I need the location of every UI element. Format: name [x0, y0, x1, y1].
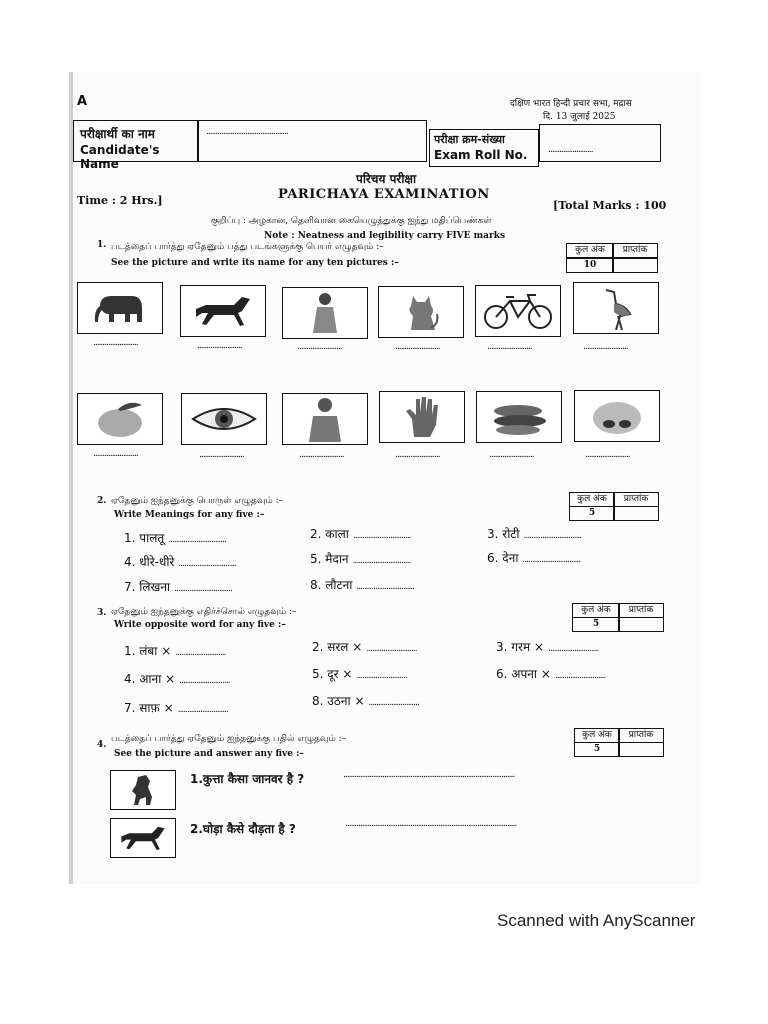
q4-instruction-english: See the picture and answer any five :– [114, 749, 304, 759]
q3-answer-line[interactable]: ........................... [368, 698, 419, 708]
q4-question-1: 1.कुत्ता कैसा जानवर है ? [190, 772, 305, 786]
q3-item-6: 6. अपना × ........................... [496, 667, 606, 681]
q2-item-7: 7. लिखना ............................... [124, 580, 232, 594]
q4-total-label: कुल अंक [574, 728, 620, 743]
q3-total-label: कुल अंक [572, 603, 620, 618]
scanner-watermark: Scanned with AnyScanner [497, 911, 696, 930]
q2-obtained-label: प्राप्तांक [613, 492, 659, 507]
picture-girl [282, 287, 368, 339]
q3-instruction-english: Write opposite word for any five :– [114, 620, 286, 630]
picture-dog [110, 770, 176, 810]
q2-item-4: 4. धीरे-धीरे ............................... [124, 555, 237, 569]
q1-answer-line[interactable]: ........................ [93, 338, 138, 348]
cross-icon: × [165, 672, 176, 686]
exam-time: Time : 2 Hrs.] [77, 194, 163, 207]
candidate-label-box [73, 120, 199, 171]
candidate-label-hindi: परीक्षार्थी का नाम [80, 127, 155, 141]
dog-icon [118, 773, 168, 807]
roll-label-hindi: परीक्षा क्रम-संख्या [434, 133, 505, 146]
old-woman-icon [305, 396, 345, 442]
q2-answer-line[interactable]: ............................... [178, 559, 237, 569]
q4-total-value: 5 [574, 742, 620, 757]
q1-answer-line[interactable]: ........................ [199, 450, 244, 460]
cross-icon: × [533, 640, 545, 654]
hand-icon [402, 395, 442, 439]
horse-icon [115, 822, 171, 854]
cross-icon: × [352, 640, 363, 654]
q3-number: 3. [97, 608, 107, 618]
q1-answer-line[interactable]: ........................ [395, 342, 440, 352]
organization-name: दक्षिण भारत हिन्दी प्रचार सभा, मद्रास [510, 99, 632, 109]
q1-instruction-english: See the picture and write its name for any ten pictures :– [111, 258, 399, 268]
q4-answer-line-1[interactable]: ............................................................................................ [343, 770, 515, 780]
q2-item-2: 2. काला ............................... [310, 527, 411, 541]
q1-answer-line[interactable]: ........................ [583, 342, 628, 352]
candidate-label-english: Candidate's Name [80, 143, 160, 171]
q3-answer-line[interactable]: ........................... [554, 671, 606, 681]
elephant-icon [90, 288, 150, 328]
q2-item-5: 5. मैदान ............................... [310, 552, 411, 566]
q2-answer-line[interactable]: ............................... [352, 556, 411, 566]
q3-item-4: 4. आना × ........................... [124, 672, 230, 686]
cross-icon: × [342, 667, 353, 681]
q2-answer-line[interactable]: ............................... [174, 584, 232, 594]
q1-answer-line[interactable]: ........................ [489, 450, 534, 460]
crane-bird-icon [596, 286, 636, 330]
q3-answer-line[interactable]: ........................... [356, 671, 407, 681]
picture-cat [378, 286, 464, 338]
q3-instruction-tamil: ஏதேனும் ஐந்தனுக்கு எதிர்ச்சொல் எழுதவும் :– [111, 607, 297, 617]
picture-mango [77, 393, 163, 445]
picture-old-woman [282, 393, 368, 445]
cross-icon: × [161, 644, 172, 658]
picture-crane-bird [573, 282, 659, 334]
q4-number: 4. [97, 740, 107, 750]
cross-icon: × [540, 667, 551, 681]
roll-label-english: Exam Roll No. [434, 148, 528, 162]
roll-label-box [429, 129, 539, 167]
q2-obtained-value[interactable] [613, 506, 659, 521]
q1-instruction-tamil: படத்தைப் பார்த்து ஏதேனும் பத்து படங்களுக்கு பெயர் எழுதவும் :– [111, 242, 384, 252]
cat-icon [401, 290, 441, 334]
series-letter: A [77, 94, 88, 109]
exam-paper [73, 72, 700, 884]
nose-icon [587, 394, 647, 438]
q3-total-value: 5 [572, 617, 620, 632]
mango-icon [90, 397, 150, 441]
picture-horse-2 [110, 818, 176, 858]
q3-item-1: 1. लंबा × ........................... [124, 644, 226, 658]
q3-answer-line[interactable]: ........................... [175, 648, 226, 658]
q2-instruction-tamil: ஏதேனும் ஐந்தனுக்கு பொருள் எழுதவும் :– [111, 496, 284, 506]
q3-item-3: 3. गरम × ........................... [496, 640, 599, 654]
q3-item-7: 7. साफ़ × ........................... [124, 701, 228, 715]
q3-answer-line[interactable]: ........................... [179, 676, 230, 686]
q1-answer-line[interactable]: ........................ [197, 341, 242, 351]
horse-icon [188, 291, 258, 331]
picture-eye [181, 393, 267, 445]
cross-icon: × [163, 701, 174, 715]
q3-obtained-value[interactable] [618, 617, 664, 632]
q4-answer-line-2[interactable]: ............................................................................................ [345, 819, 517, 829]
q2-instruction-english: Write Meanings for any five :– [114, 510, 265, 520]
q1-answer-line[interactable]: ........................ [585, 450, 630, 460]
q4-instruction-tamil: படத்தைப் பார்த்து ஏதேனும் ஐந்தனுக்கு பதில் எழுதவும் :– [111, 734, 347, 744]
cross-icon: × [354, 694, 365, 708]
exam-date: दि. 13 जुलाई 2025 [543, 112, 616, 122]
picture-fish [476, 391, 562, 443]
q2-answer-line[interactable]: ............................... [168, 535, 226, 545]
q3-answer-line[interactable]: ........................... [177, 705, 228, 715]
bicycle-icon [480, 291, 556, 331]
note-english: Note : Neatness and legibility carry FIVE marks [264, 231, 506, 241]
candidate-name-dots: ............................................ [206, 127, 288, 137]
q2-answer-line[interactable]: ............................... [523, 531, 582, 541]
q1-total-label: कुल अंक [566, 243, 614, 258]
q2-number: 2. [97, 496, 107, 506]
q3-item-8: 8. उठना × ........................... [312, 694, 419, 708]
q3-item-2: 2. सरल × ........................... [312, 640, 417, 654]
eye-icon [189, 401, 259, 437]
picture-elephant [77, 282, 163, 334]
exam-title-hindi: परिचय परीक्षा [356, 172, 417, 186]
q3-answer-line[interactable]: ........................... [366, 644, 417, 654]
q3-item-5: 5. दूर × ........................... [312, 667, 407, 681]
q2-total-label: कुल अंक [569, 492, 615, 507]
picture-hand [379, 391, 465, 443]
q1-answer-line[interactable]: ........................ [297, 342, 342, 352]
q2-answer-line[interactable]: ............................... [522, 555, 581, 565]
q2-answer-line[interactable]: ............................... [356, 582, 415, 592]
exam-title-english: PARICHAYA EXAMINATION [278, 187, 490, 202]
roll-number-field[interactable] [539, 124, 661, 162]
note-tamil: குறிப்பு : அழகான, தெளிவான கையெழுத்துக்கு ஐந்து மதிப்பெண்கள் [211, 216, 492, 226]
q3-answer-line[interactable]: ........................... [548, 644, 599, 654]
fish-icon [484, 395, 554, 439]
q3-obtained-label: प्राप्तांक [618, 603, 664, 618]
q2-item-1: 1. पालतू ............................... [124, 531, 226, 545]
picture-horse [180, 285, 266, 337]
q4-obtained-label: प्राप्तांक [618, 728, 664, 743]
q2-item-3: 3. रोटी ............................... [487, 527, 582, 541]
q1-total-value: 10 [566, 258, 614, 273]
q1-answer-line[interactable]: ........................ [395, 450, 440, 460]
q1-answer-line[interactable]: ........................ [93, 449, 138, 459]
q2-item-8: 8. लौटना ............................... [310, 578, 415, 592]
q2-item-6: 6. देना ............................... [487, 551, 581, 565]
q4-obtained-value[interactable] [618, 742, 664, 757]
girl-icon [305, 291, 345, 335]
q2-total-value: 5 [569, 506, 615, 521]
picture-nose [574, 390, 660, 442]
q1-answer-line[interactable]: ........................ [299, 450, 344, 460]
candidate-name-field[interactable] [197, 120, 427, 162]
q1-obtained-label: प्राप्तांक [612, 243, 658, 258]
picture-bicycle [475, 285, 561, 337]
q1-number: 1. [97, 240, 107, 250]
q4-question-2: 2.घोड़ा कैसे दौड़ता है ? [190, 822, 296, 836]
roll-number-dots: ........................ [548, 145, 593, 155]
total-marks: [Total Marks : 100 [553, 199, 667, 212]
q1-obtained-value[interactable] [612, 258, 658, 273]
q2-answer-line[interactable]: ............................... [352, 531, 411, 541]
q1-answer-line[interactable]: ........................ [487, 342, 532, 352]
